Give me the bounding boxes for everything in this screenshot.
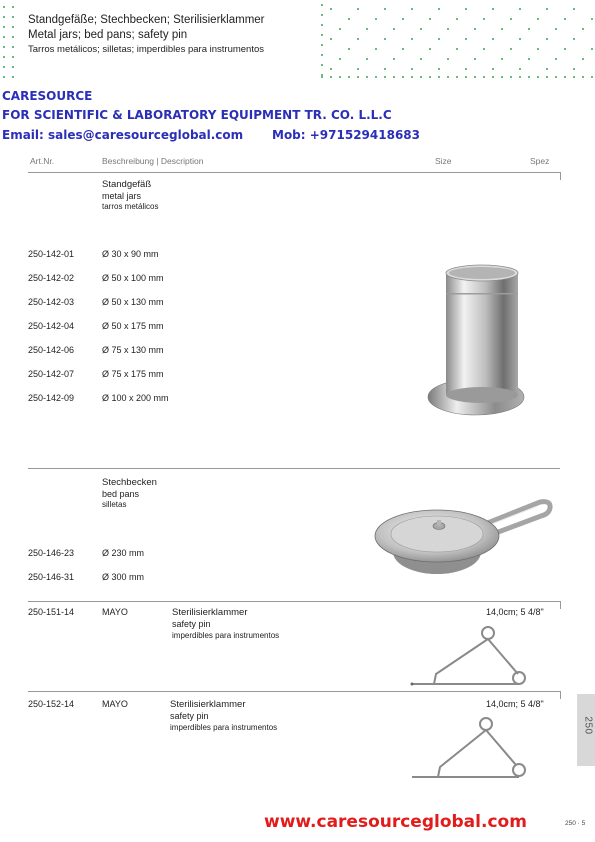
bed-pan-image (375, 496, 553, 580)
jars-name-de: Standgefäß (102, 179, 152, 190)
jars-name-es: tarros metálicos (102, 202, 159, 211)
pin-name-en: safety pin (172, 619, 211, 629)
jars-name-en: metal jars (102, 191, 142, 201)
bedpans-name-es: silletas (102, 500, 127, 509)
footer-website-link[interactable]: www.caresourceglobal.com (264, 812, 527, 832)
pin-art-number: 250-152-14 (28, 699, 75, 709)
side-tab-label: 250 (582, 716, 594, 735)
divider-tick (560, 601, 561, 609)
column-art-nr: Art.Nr. (30, 156, 55, 166)
section-divider (28, 691, 560, 692)
jar-size: Ø 75 x 130 mm (102, 345, 164, 355)
jar-art-number: 250-142-07 (28, 369, 75, 379)
pin-art-number: 250-151-14 (28, 607, 75, 617)
safety-pin-image (408, 713, 533, 783)
divider-line (28, 172, 560, 173)
jar-art-number: 250-142-01 (28, 249, 75, 259)
jar-art-number: 250-142-03 (28, 297, 75, 307)
bedpan-art-number: 250-146-31 (28, 572, 75, 582)
pin-name-en: safety pin (170, 711, 209, 721)
company-mobile[interactable]: Mob: +971529418683 (272, 128, 421, 142)
company-subtitle: FOR SCIENTIFIC & LABORATORY EQUIPMENT TR. CO. L.L.C (2, 108, 392, 122)
jar-art-number: 250-142-02 (28, 273, 75, 283)
jar-size: Ø 50 x 130 mm (102, 297, 164, 307)
pin-name-de: Sterilisierklammer (172, 607, 248, 618)
pin-name-es: imperdibles para instrumentos (170, 723, 278, 732)
bedpan-size: Ø 230 mm (102, 548, 145, 558)
divider-tick (560, 691, 561, 699)
jar-size: Ø 50 x 175 mm (102, 321, 164, 331)
jar-art-number: 250-142-06 (28, 345, 75, 355)
page-number: 250 · 5 (565, 820, 586, 827)
bedpan-size: Ø 300 mm (102, 572, 145, 582)
divider-tick (560, 172, 561, 180)
pin-size: 14,0cm; 5 4/8" (486, 699, 544, 709)
jar-size: Ø 75 x 175 mm (102, 369, 164, 379)
jar-size: Ø 30 x 90 mm (102, 249, 159, 259)
pin-type: MAYO (102, 607, 128, 617)
jar-size: Ø 50 x 100 mm (102, 273, 164, 283)
safety-pin-image (408, 622, 533, 692)
section-side-tab (577, 694, 595, 766)
company-email[interactable]: Email: sales@caresourceglobal.com (2, 128, 244, 142)
column-description: Beschreibung | Description (102, 156, 204, 166)
header-title-de: Standgefäße; Stechbecken; Sterilisierklammer (28, 14, 265, 26)
pin-size: 14,0cm; 5 4/8" (486, 607, 544, 617)
header-title-en: Metal jars; bed pans; safety pin (28, 29, 188, 41)
section-divider (28, 601, 560, 602)
bedpans-name-de: Stechbecken (102, 477, 157, 488)
pin-name-de: Sterilisierklammer (170, 699, 246, 710)
pin-name-es: imperdibles para instrumentos (172, 631, 280, 640)
jar-art-number: 250-142-04 (28, 321, 75, 331)
jar-size: Ø 100 x 200 mm (102, 393, 169, 403)
company-name: CARESOURCE (2, 89, 93, 103)
bedpans-name-en: bed pans (102, 489, 140, 499)
column-size: Size (435, 156, 452, 166)
bedpan-art-number: 250-146-23 (28, 548, 75, 558)
header-title-es: Tarros metálicos; silletas; imperdibles para instrumentos (28, 44, 265, 55)
column-spez: Spez (530, 156, 550, 166)
pin-type: MAYO (102, 699, 128, 709)
section-divider (28, 468, 560, 469)
metal-jar-image (424, 263, 524, 425)
jar-art-number: 250-142-09 (28, 393, 75, 403)
